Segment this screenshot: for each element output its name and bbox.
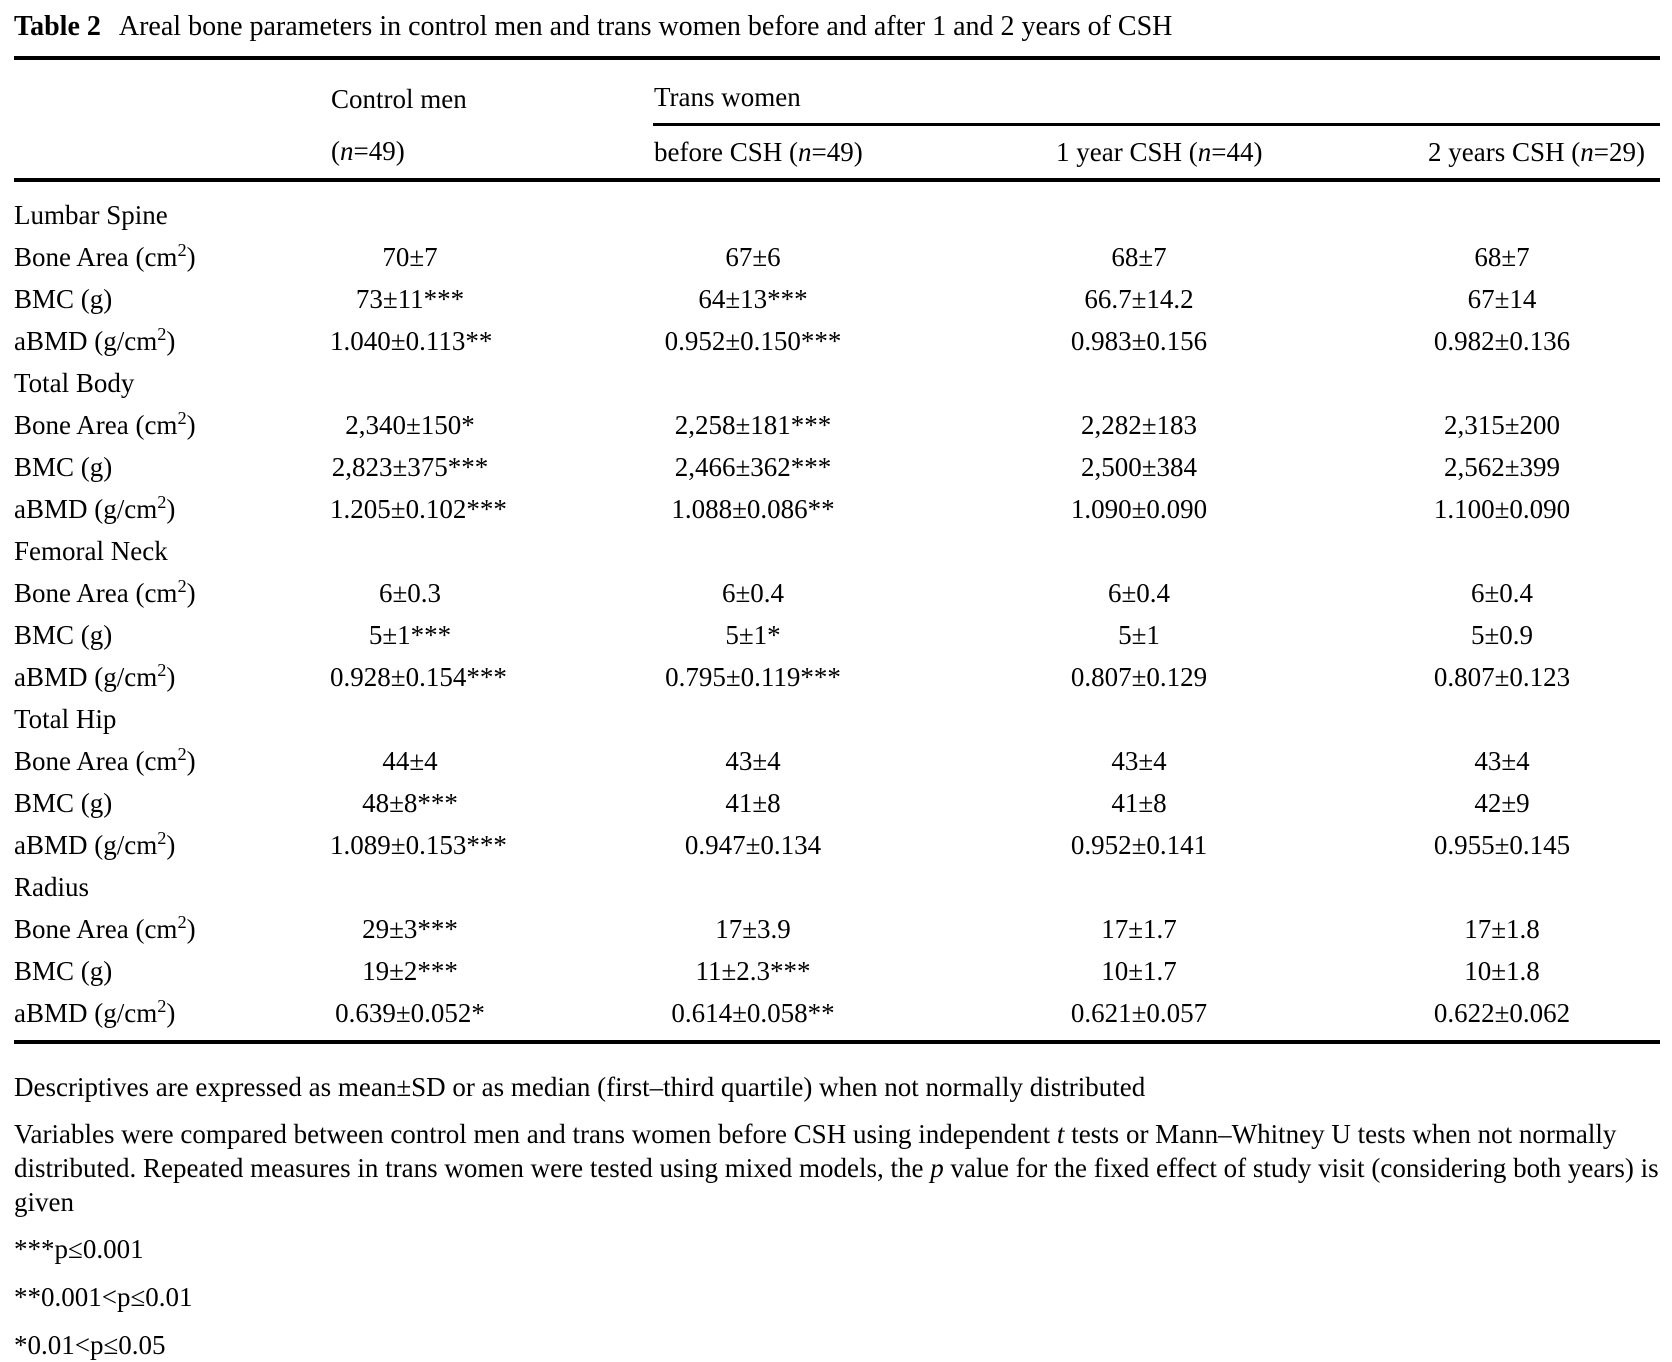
value-cell (330, 320, 653, 362)
value-cell (330, 656, 653, 698)
value-text: 6±0.3 (378, 577, 442, 608)
value-cell (330, 530, 653, 572)
value-text: 1.089±0.153*** (330, 829, 507, 860)
value-cell (653, 992, 1055, 1042)
table-row (14, 572, 1660, 614)
header-text: 2 years CSH ( (1428, 136, 1581, 167)
value-text: 43±4 (1474, 745, 1530, 776)
value-cell (1055, 614, 1427, 656)
value-text: 42±9 (1474, 787, 1530, 818)
table-body (14, 180, 1660, 1042)
header-n-italic: n (797, 136, 812, 167)
table-row (14, 278, 1660, 320)
header-row-groups (14, 58, 1660, 125)
value-text: 0.807±0.123 (1433, 661, 1571, 692)
table-footnotes (14, 1070, 1660, 1362)
value-text: 17±3.9 (715, 913, 791, 944)
footnote-p-italic: p (930, 1153, 944, 1183)
value-cell (1427, 908, 1660, 950)
header-text: =29) (1593, 136, 1645, 167)
value-cell (653, 572, 1055, 614)
value-text: 19±2*** (362, 955, 458, 986)
value-text: 64±13*** (698, 283, 808, 314)
section-label: Femoral Neck (14, 535, 168, 566)
header-text: 1 year CSH ( (1056, 136, 1198, 167)
table-row (14, 950, 1660, 992)
value-cell (1427, 320, 1660, 362)
value-cell (653, 740, 1055, 782)
value-text: 0.807±0.129 (1070, 661, 1208, 692)
row-label: Bone Area $(cm^2)$ (14, 911, 196, 944)
value-text: 44±4 (382, 745, 438, 776)
value-cell (330, 362, 653, 404)
value-text: 17±1.8 (1464, 913, 1540, 944)
value-cell (1427, 446, 1660, 488)
value-cell (1055, 180, 1427, 236)
value-text: 10±1.7 (1101, 955, 1177, 986)
value-cell (1427, 278, 1660, 320)
column-header-control-n (330, 125, 653, 181)
value-cell (1055, 782, 1427, 824)
value-text: 70±7 (382, 241, 438, 272)
value-cell (330, 404, 653, 446)
header-text: =49) (811, 136, 863, 167)
value-cell (1427, 572, 1660, 614)
row-label: BMC (g) (14, 955, 113, 986)
bone-parameters-table (14, 56, 1660, 1044)
value-text: 5±0.9 (1470, 619, 1534, 650)
value-text: 1.040±0.113** (330, 325, 493, 356)
value-cell (330, 698, 653, 740)
value-cell (1055, 656, 1427, 698)
value-cell (1427, 530, 1660, 572)
section-label: Radius (14, 871, 90, 902)
value-text: 67±14 (1467, 283, 1537, 314)
value-text: 6±0.4 (1470, 577, 1534, 608)
header-spacer (14, 125, 330, 181)
table-row (14, 446, 1660, 488)
value-cell (330, 950, 653, 992)
value-cell (330, 866, 653, 908)
value-text: 0.952±0.150*** (664, 325, 842, 356)
value-text: 0.621±0.057 (1070, 997, 1208, 1028)
value-text: 66.7±14.2 (1084, 283, 1194, 314)
value-cell (653, 950, 1055, 992)
value-text: 0.947±0.134 (684, 829, 822, 860)
value-cell (330, 824, 653, 866)
value-cell (330, 992, 653, 1042)
row-label: aBMD $(g/cm^2)$ (14, 992, 330, 1042)
value-cell (653, 908, 1055, 950)
value-cell (653, 236, 1055, 278)
value-cell (1055, 698, 1427, 740)
value-cell (330, 908, 653, 950)
row-label: Bone Area $(cm^2)$ (14, 743, 196, 776)
table-row (14, 404, 1660, 446)
value-text: 10±1.8 (1464, 955, 1540, 986)
value-text: 2,500±384 (1080, 451, 1198, 482)
value-text: 68±7 (1111, 241, 1167, 272)
section-row (14, 866, 1660, 908)
superscript: 2 (177, 743, 187, 764)
row-label: aBMD $(g/cm^2)$ (14, 659, 176, 692)
value-cell (1055, 992, 1427, 1042)
value-cell (653, 614, 1055, 656)
value-cell (330, 614, 653, 656)
value-cell (330, 782, 653, 824)
value-cell (1055, 572, 1427, 614)
value-cell (1055, 488, 1427, 530)
value-text: 2,282±183 (1080, 409, 1198, 440)
value-text: 5±1* (725, 619, 781, 650)
value-cell (1427, 488, 1660, 530)
footnote-sig-p01: **0.001<p≤0.01 (14, 1282, 193, 1312)
table-row (14, 992, 1660, 1042)
value-cell (653, 362, 1055, 404)
row-label: Bone Area $(cm^2)$ (14, 575, 196, 608)
value-text: 2,315±200 (1443, 409, 1561, 440)
superscript: 2 (157, 659, 167, 680)
value-text: 2,466±362*** (674, 451, 832, 482)
section-label: Lumbar Spine (14, 199, 168, 230)
value-text: 0.983±0.156 (1070, 325, 1208, 356)
value-text: 29±3*** (362, 913, 458, 944)
value-cell (1427, 824, 1660, 866)
header-text: before CSH ( (654, 136, 798, 167)
value-text: 17±1.7 (1101, 913, 1177, 944)
row-label: BMC (g) (14, 787, 113, 818)
value-cell (653, 782, 1055, 824)
section-label: Total Body (14, 367, 135, 398)
value-cell (330, 740, 653, 782)
section-row (14, 362, 1660, 404)
value-text: 5±1 (1118, 619, 1160, 650)
header-row-subcolumns (14, 125, 1660, 181)
value-cell (1055, 236, 1427, 278)
value-text: 41±8 (1111, 787, 1167, 818)
value-cell (653, 656, 1055, 698)
value-cell (330, 488, 653, 530)
footnote-descriptives: Descriptives are expressed as mean±SD or as median (first–third quartile) when not normally distributed (14, 1072, 1146, 1102)
value-cell (1427, 362, 1660, 404)
value-cell (1055, 446, 1427, 488)
value-cell (653, 866, 1055, 908)
header-text: ( (331, 135, 340, 166)
row-label: Bone Area $(cm^2)$ (14, 239, 196, 272)
value-text: 1.205±0.102*** (330, 493, 507, 524)
value-cell (1055, 530, 1427, 572)
column-header-1-year-csh (1055, 125, 1427, 181)
value-cell (1055, 278, 1427, 320)
value-text: 43±4 (1111, 745, 1167, 776)
superscript: 2 (157, 491, 167, 512)
value-text: 0.622±0.062 (1433, 997, 1571, 1028)
value-cell (1427, 180, 1660, 236)
table-header (14, 58, 1660, 180)
superscript: 2 (157, 827, 167, 848)
value-cell (653, 698, 1055, 740)
value-text: 6±0.4 (1107, 577, 1171, 608)
value-cell (1427, 404, 1660, 446)
value-cell (330, 236, 653, 278)
value-text: 11±2.3*** (695, 955, 811, 986)
value-cell (1427, 950, 1660, 992)
value-text: 2,823±375*** (331, 451, 489, 482)
footnote-t-italic: t (1056, 1119, 1065, 1149)
value-cell (1055, 908, 1427, 950)
header-text: =49) (353, 135, 405, 166)
value-text: 0.614±0.058** (671, 997, 835, 1028)
footnote-text: tests or Mann–Whitney U tests when not normally distributed. Repeated measures in trans women were tested using mixed models, the (14, 1119, 1617, 1183)
column-header-control-men: Control men (331, 83, 467, 114)
value-cell (1427, 656, 1660, 698)
value-text: 73±11*** (355, 283, 465, 314)
value-cell (1055, 950, 1427, 992)
row-label: BMC (g) (14, 451, 113, 482)
value-cell (653, 530, 1055, 572)
footnote-methods (14, 1117, 1660, 1219)
row-label: Bone Area $(cm^2)$ (14, 407, 196, 440)
footnote-sig-p001: ***p≤0.001 (14, 1234, 144, 1264)
column-header-before-csh (653, 125, 1055, 181)
value-cell (1055, 866, 1427, 908)
value-text: 68±7 (1474, 241, 1530, 272)
value-cell (1427, 866, 1660, 908)
superscript: 2 (177, 911, 187, 932)
header-n-italic: n (340, 135, 354, 166)
value-text: 0.952±0.141 (1070, 829, 1208, 860)
value-cell (1427, 992, 1660, 1042)
value-cell (653, 278, 1055, 320)
value-text: 67±6 (725, 241, 781, 272)
value-cell (653, 488, 1055, 530)
value-cell (1055, 404, 1427, 446)
value-text: 43±4 (725, 745, 781, 776)
table-row (14, 488, 1660, 530)
value-cell (1427, 614, 1660, 656)
row-label: aBMD $(g/cm^2)$ (14, 827, 176, 860)
header-n-italic: n (1197, 136, 1212, 167)
row-label: BMC (g) (14, 619, 113, 650)
superscript: 2 (177, 575, 187, 596)
header-spacer (14, 58, 330, 125)
value-cell (653, 404, 1055, 446)
value-cell (653, 446, 1055, 488)
table-row (14, 740, 1660, 782)
superscript: 2 (177, 407, 187, 428)
value-text: 1.100±0.090 (1433, 493, 1571, 524)
section-label: Total Hip (14, 703, 117, 734)
value-cell (330, 446, 653, 488)
value-text: 5±1*** (368, 619, 452, 650)
table-row (14, 824, 1660, 866)
value-text: 1.088±0.086** (671, 493, 835, 524)
row-label: BMC (g) (14, 283, 113, 314)
table-caption (14, 10, 1660, 44)
value-text: 1.090±0.090 (1070, 493, 1208, 524)
section-row (14, 180, 1660, 236)
value-text: 0.982±0.136 (1433, 325, 1571, 356)
section-row (14, 698, 1660, 740)
row-label: aBMD $(g/cm^2)$ (14, 491, 176, 524)
column-header-trans-women: Trans women (653, 58, 1660, 125)
value-cell (1427, 236, 1660, 278)
value-cell (1055, 824, 1427, 866)
value-cell (1427, 782, 1660, 824)
value-cell (653, 824, 1055, 866)
value-text: 0.955±0.145 (1433, 829, 1571, 860)
table-row (14, 614, 1660, 656)
value-text: 0.928±0.154*** (330, 661, 507, 692)
value-cell (1427, 698, 1660, 740)
footnote-text: value for the fixed effect of study visit (considering both years) is given (14, 1153, 1659, 1217)
value-text: 0.639±0.052* (335, 997, 485, 1028)
value-cell (1055, 320, 1427, 362)
value-text: 2,562±399 (1443, 451, 1561, 482)
value-cell (330, 572, 653, 614)
footnote-sig-p05: *0.01<p≤0.05 (14, 1330, 166, 1360)
value-cell (1427, 740, 1660, 782)
table-label: Table 2 (14, 11, 101, 42)
footnote-text: Variables were compared between control men and trans women before CSH using independent (14, 1119, 1057, 1149)
value-text: 2,258±181*** (674, 409, 832, 440)
value-cell (653, 180, 1055, 236)
table-row (14, 320, 1660, 362)
table-row (14, 782, 1660, 824)
row-label: aBMD $(g/cm^2)$ (14, 323, 176, 356)
value-cell (330, 278, 653, 320)
table-row (14, 908, 1660, 950)
table-caption-text: Areal bone parameters in control men and trans women before and after 1 and 2 years of CSH (118, 11, 1173, 42)
value-text: 2,340±150* (345, 409, 475, 440)
value-cell (653, 320, 1055, 362)
superscript: 2 (157, 995, 167, 1016)
value-cell (1055, 740, 1427, 782)
value-cell (330, 180, 653, 236)
section-row (14, 530, 1660, 572)
header-text: =44) (1211, 136, 1263, 167)
superscript: 2 (177, 239, 187, 260)
value-text: 48±8*** (362, 787, 458, 818)
value-text: 6±0.4 (721, 577, 785, 608)
superscript: 2 (157, 323, 167, 344)
value-cell (1055, 362, 1427, 404)
header-n-italic: n (1580, 136, 1594, 167)
value-text: 0.795±0.119*** (665, 661, 841, 692)
column-header-2-years-csh (1427, 125, 1660, 181)
value-text: 41±8 (725, 787, 781, 818)
table-row (14, 236, 1660, 278)
table-row (14, 656, 1660, 698)
